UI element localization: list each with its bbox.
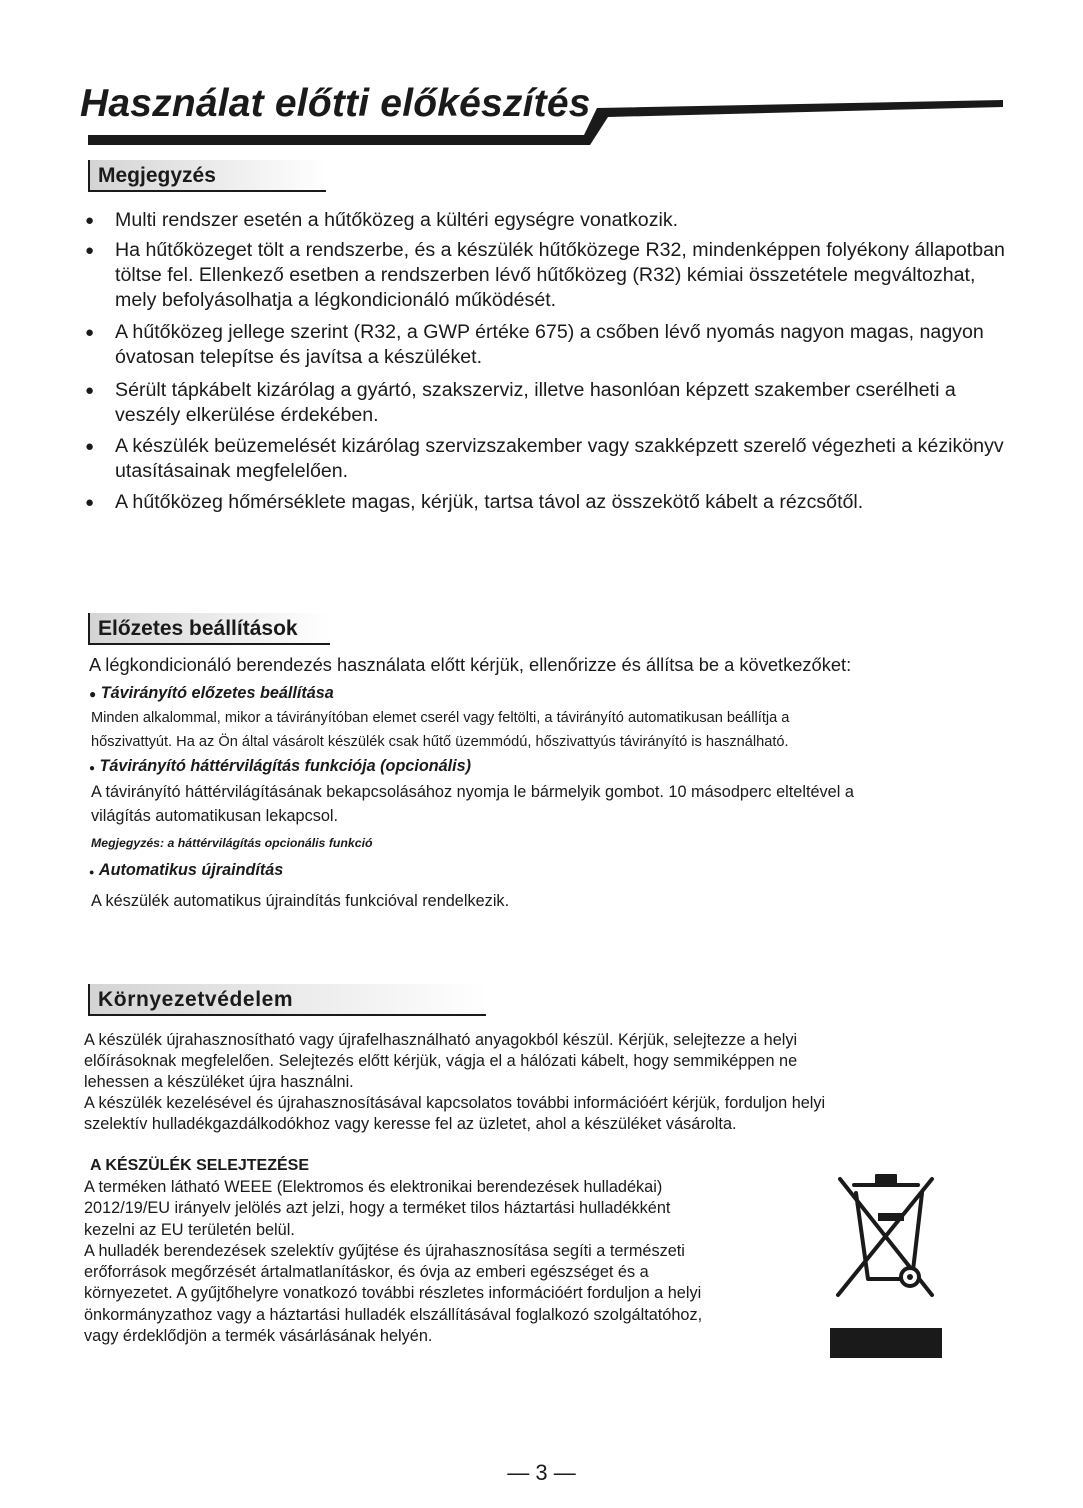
- backlight-text-line: világítás automatikusan lekapcsol.: [91, 807, 339, 825]
- presettings-intro: A légkondicionáló berendezés használata előtt kérjük, ellenőrizze és állítsa be a következőket:: [89, 654, 852, 675]
- bullet-dot-icon: ●: [85, 324, 95, 341]
- bullet-dot-icon: ●: [85, 212, 95, 229]
- note-heading-label: Megjegyzés: [98, 164, 216, 187]
- section-heading-environment: [88, 984, 486, 1016]
- backlight-text-line: A távirányító háttérvilágításának bekapcsolásához nyomja le bármelyik gombot. 10 másodperc elteltével a: [91, 783, 854, 801]
- remote-subheading: ● Távirányító előzetes beállítása: [89, 684, 334, 702]
- remote-text-line: Minden alkalommal, mikor a távirányítóban elemet cserél vagy feltölti, a távirányító automatikusan beállítja a: [91, 710, 790, 726]
- remote-text-line: hőszivattyút. Ha az Ön által vásárolt készülék csak hűtő üzemmódú, hőszivattyús távirányító is használható.: [91, 734, 789, 750]
- restart-subheading: ● Automatikus újraindítás: [89, 861, 284, 879]
- section-heading-presettings: [88, 613, 330, 645]
- disposal-text: A terméken látható WEEE (Elektromos és elektronikai berendezések hulladékai) 2012/19/EU irányelv jelölés azt jelzi, hogy a terméket tilos háztartási hulladékként kezelni az EU területén belül. A hulladék berendezések szelektív gyűjtése és újrahasznosítása segíti a természeti erőforrások megőrzését ártalmatlanításkor, és óvja az emberi egészséget és a környezetet. A gyűjtőhelyre vonatkozó további részletes információért forduljon a helyi önkormányzathoz vagy a háztartási hulladék elszállításával foglalkozó szolgáltatóhoz, vagy érdeklődjön a termék vásárlásának helyén.: [84, 1178, 703, 1346]
- bullet-dot-icon: ●: [85, 382, 95, 399]
- bullet-dot-icon: ●: [89, 763, 96, 774]
- page-number: — 3 —: [507, 1460, 576, 1485]
- bullet-dot-icon: ●: [89, 867, 95, 877]
- bullet-dot-icon: ●: [89, 687, 97, 701]
- environment-text: A készülék újrahasznosítható vagy újrafelhasználható anyagokból készül. Kérjük, selejtezze a helyi előírásoknak megfelelően. Selejtezés előtt kérjük, vágja el a hálózati kábelt, hogy semmiképpen ne lehessen a készüléket újra használni. A készülék kezelésével és újrahasznosításával kapcsolatos további információért kérjük, forduljon helyi szelektív hulladékgazdálkodókhoz vagy keresse fel az üzletet, ahol a készüléket vásárolta.: [84, 1031, 826, 1133]
- bullet-dot-icon: ●: [85, 438, 95, 455]
- backlight-note: Megjegyzés: a háttérvilágítás opcionális funkció: [91, 836, 373, 850]
- page-title: Használat előtti előkészítés: [80, 82, 591, 125]
- bullet-dot-icon: ●: [85, 242, 95, 259]
- environment-heading-label: Környezetvédelem: [98, 988, 294, 1011]
- presettings-heading-label: Előzetes beállítások: [98, 617, 298, 640]
- crossed-out-wheelie-bin-icon: [826, 1167, 946, 1307]
- title-underline: [0, 0, 1083, 160]
- backlight-subheading: ● Távirányító háttérvilágítás funkciója (opcionális): [89, 757, 471, 775]
- weee-date-bar: [830, 1328, 942, 1358]
- restart-text: A készülék automatikus újraindítás funkcióval rendelkezik.: [91, 892, 510, 910]
- bullet-dot-icon: ●: [85, 494, 95, 511]
- disposal-title: A KÉSZÜLÉK SELEJTEZÉSE: [90, 1157, 309, 1174]
- section-heading-note: [88, 160, 326, 192]
